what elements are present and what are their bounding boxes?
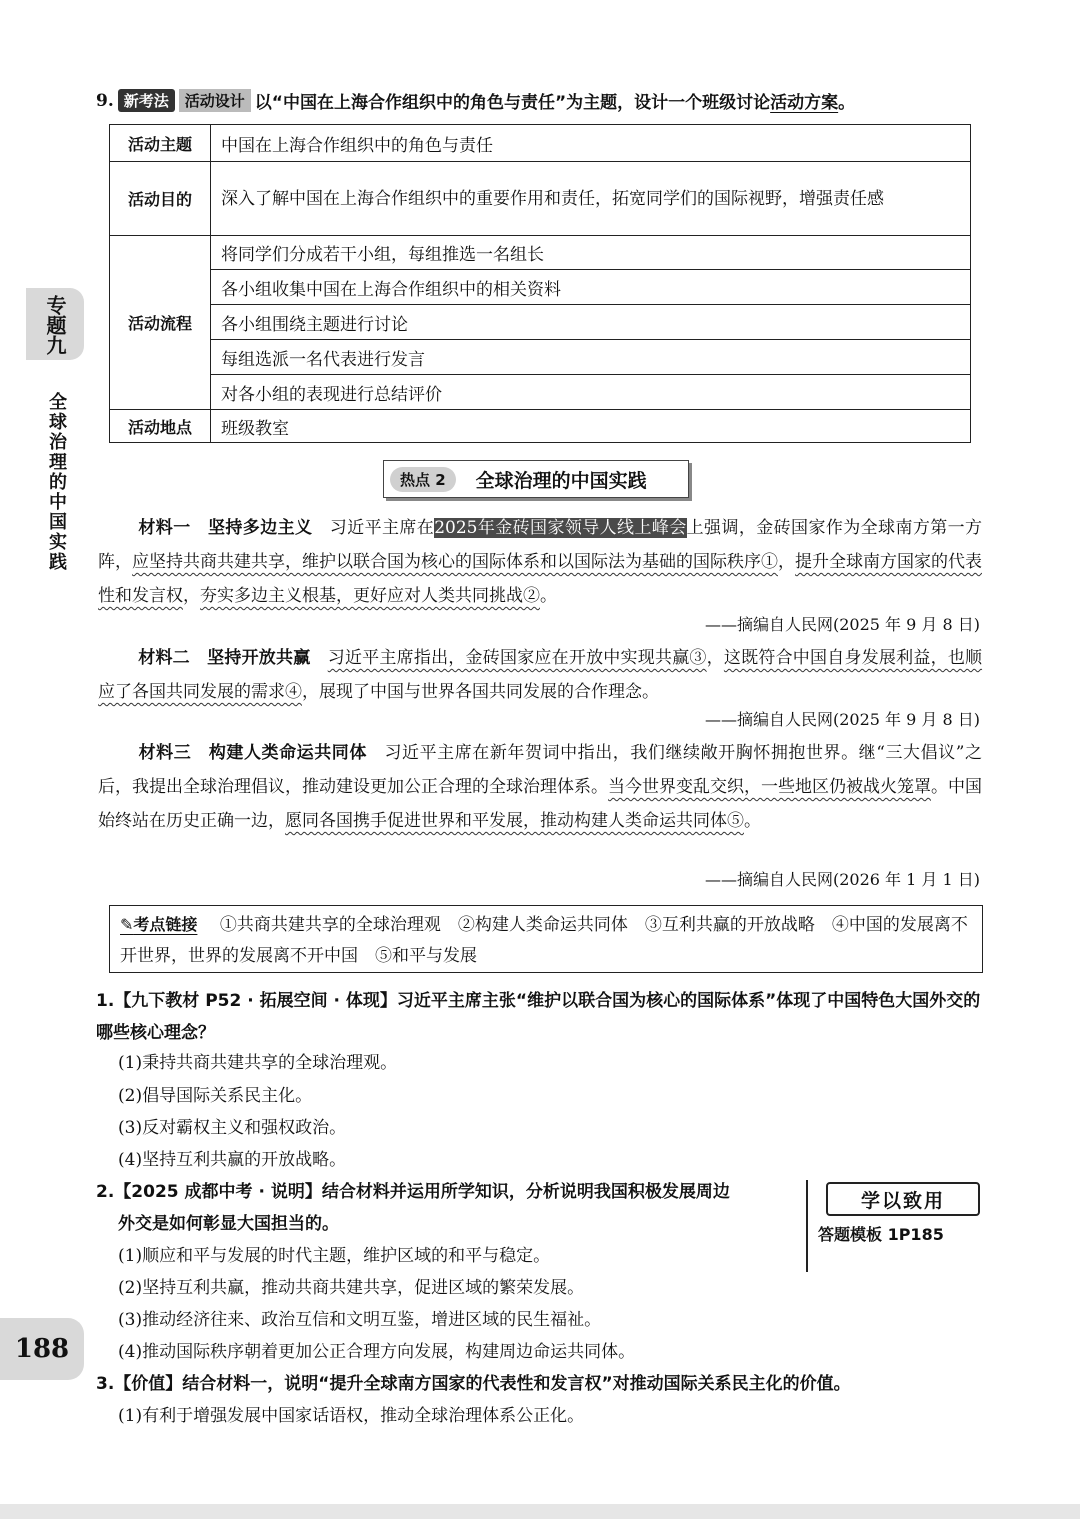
question-2: 2.【2025 成都中考 · 说明】结合材料并运用所学知识，分析说明我国积极发展周边 xyxy=(96,1182,730,1202)
material-3: 材料三 构建人类命运共同体 习近平主席在新年贺词中指出，我们继续敞开胸怀拥抱世界。继“三大倡议”之后，我提出全球治理倡议，推动建设更加公正合理的全球治理体系。当今世界变乱交织，一些地区仍被战火笼罩。中国始终站在历史正确一边，愿同各国携手促进世界和平发展，推动构建人类命运共同体⑤。 xyxy=(98,743,983,831)
label-place: 活动地点 xyxy=(110,410,211,443)
cell-step: 每组选派一名代表进行发言 xyxy=(211,340,971,375)
material-3-heading: 材料三 构建人类命运共同体 xyxy=(138,743,367,763)
pencil-icon: ✎ xyxy=(120,915,134,934)
answer-3-1: (1)有利于增强发展中国家话语权，推动全球治理体系公正化。 xyxy=(118,1406,585,1426)
cell-step: 将同学们分成若干小组，每组推选一名组长 xyxy=(211,236,971,270)
answer-1-3: (3)反对霸权主义和强权政治。 xyxy=(118,1118,347,1138)
answer-1-1: (1)秉持共商共建共享的全球治理观。 xyxy=(118,1053,398,1073)
label-goal: 活动目的 xyxy=(110,162,211,236)
answer-2-4: (4)推动国际秩序朝着更加公正合理方向发展，构建周边命运共同体。 xyxy=(118,1342,636,1362)
cell-goal: 深入了解中国在上海合作组织中的重要作用和责任，拓宽同学们的国际视野，增强责任感 xyxy=(211,162,971,236)
label-process: 活动流程 xyxy=(110,236,211,410)
activity-table xyxy=(109,124,971,443)
chapter-title-vertical: 全球治理的中国实践 xyxy=(46,392,67,572)
answer-2-3: (3)推动经济往来、政治互信和文明互鉴，增进区域的民生福祉。 xyxy=(118,1310,602,1330)
cell-step: 对各小组的表现进行总结评价 xyxy=(211,375,971,410)
hotspot-title: 全球治理的中国实践 xyxy=(475,469,647,492)
question-9-text: 以“中国在上海合作组织中的角色与责任”为主题，设计一个班级讨论活动方案。 xyxy=(254,93,856,113)
apply-badge: 学以致用 xyxy=(826,1182,980,1216)
material-1: 材料一 坚持多边主义 习近平主席在2025年金砖国家领导人线上峰会上强调，金砖国家作为全球南方第一方阵，应坚持共商共建共享，维护以联合国为核心的国际体系和以国际法为基础的国际秩序①，提升全球南方国家的代表性和发言权，夯实多边主义根基，更好应对人类共同挑战②。 xyxy=(98,518,983,606)
material-2-heading: 材料二 坚持开放共赢 xyxy=(138,648,311,668)
material-2: 材料二 坚持开放共赢 习近平主席指出，金砖国家应在开放中实现共赢③，这既符合中国自身发展利益，也顺应了各国共同发展的需求④，展现了中国与世界各国共同发展的合作理念。 xyxy=(98,648,983,702)
answer-2-2: (2)坚持互利共赢，推动共商共建共享，促进区域的繁荣发展。 xyxy=(118,1278,585,1298)
tag-new-exam: 新考法 xyxy=(118,89,175,112)
answer-2-1: (1)顺应和平与发展的时代主题，维护区域的和平与稳定。 xyxy=(118,1246,551,1266)
tag-activity-design: 活动设计 xyxy=(179,89,251,112)
link-tag: ✎考点链接 xyxy=(120,915,198,934)
question-2-cont: 外交是如何彰显大国担当的。 xyxy=(118,1214,339,1234)
question-3: 3.【价值】结合材料一，说明“提升全球南方国家的代表性和发言权”对推动国际关系民主化的价值。 xyxy=(96,1374,851,1394)
answer-1-2: (2)倡导国际关系民主化。 xyxy=(118,1086,313,1106)
label-theme: 活动主题 xyxy=(110,125,211,162)
cell-step: 各小组收集中国在上海合作组织中的相关资料 xyxy=(211,270,971,305)
cell-step: 各小组围绕主题进行讨论 xyxy=(211,305,971,340)
question-9-header xyxy=(96,88,855,113)
page-number: 188 xyxy=(0,1318,84,1380)
question-9-number: 9. xyxy=(96,90,114,111)
hotspot-header xyxy=(383,460,689,498)
material-3-source: ——摘编自人民网(2026 年 1 月 1 日) xyxy=(705,870,980,889)
cell-place: 班级教室 xyxy=(211,410,971,443)
apply-template-ref: 答题模板 1P185 xyxy=(818,1225,944,1244)
question-1: 1.【九下教材 P52 · 拓展空间 · 体现】习近平主席主张“维护以联合国为核心的国际体系”体现了中国特色大国外交的哪些核心理念？ xyxy=(96,991,981,1043)
key-point-link-box xyxy=(109,905,983,973)
page-bottom-edge xyxy=(0,1504,1080,1519)
link-text: ①共商共建共享的全球治理观 ②构建人类命运共同体 ③互利共赢的开放战略 ④中国的发展离不开世界，世界的发展离不开中国 ⑤和平与发展 xyxy=(120,915,968,966)
material-1-source: ——摘编自人民网(2025 年 9 月 8 日) xyxy=(705,615,980,634)
answer-1-4: (4)坚持互利共赢的开放战略。 xyxy=(118,1150,347,1170)
hotspot-pill: 热点 2 xyxy=(390,467,456,492)
material-2-source: ——摘编自人民网(2025 年 9 月 8 日) xyxy=(705,710,980,729)
cell-theme: 中国在上海合作组织中的角色与责任 xyxy=(211,125,971,162)
chapter-tab: 专题九 xyxy=(26,288,84,360)
material-1-heading: 材料一 坚持多边主义 xyxy=(138,518,313,538)
apply-box xyxy=(806,1180,984,1272)
highlight-summit: 2025年金砖国家领导人线上峰会 xyxy=(434,518,687,538)
